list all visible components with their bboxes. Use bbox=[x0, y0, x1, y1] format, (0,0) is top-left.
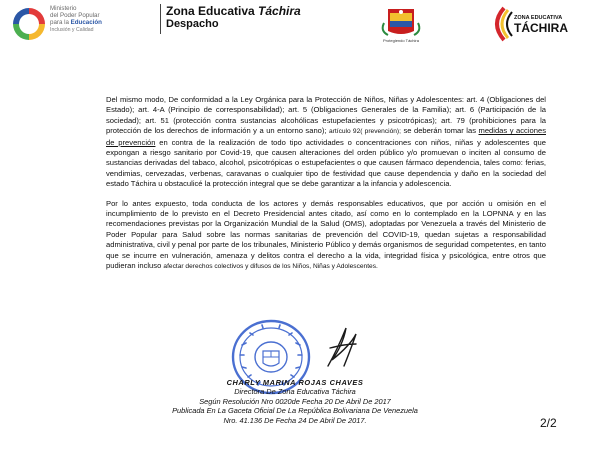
paragraph-1 bbox=[106, 95, 546, 190]
page-number: 2/2 bbox=[540, 416, 557, 430]
mpppe-text bbox=[50, 5, 102, 34]
signer-gazette: Publicada En La Gaceta Oficial De La República Bolivariana De Venezuela bbox=[172, 406, 418, 416]
paragraph-2 bbox=[106, 199, 546, 273]
zona-educativa-tachira-logo-icon bbox=[484, 4, 584, 44]
signer-resolution: Según Resolución Nro 0020de Fecha 20 De Abril De 2017 bbox=[199, 396, 391, 406]
document-body bbox=[106, 95, 546, 282]
zone-subtitle: Despacho bbox=[166, 18, 219, 30]
paragraph-1-underlined: medidas y acciones de prevención bbox=[106, 126, 546, 147]
protect-caption: Protegiendo Táchira bbox=[383, 38, 419, 43]
signer-gazette-number: Nro. 41.136 De Fecha 24 De Abril De 2017. bbox=[223, 415, 367, 425]
paragraph-1-part2: se deberán tomar las bbox=[400, 126, 479, 136]
letterhead bbox=[0, 0, 600, 52]
paragraph-2-small: afectar derechos colectivos y difusos de los Niños, Niñas y Adolescentes. bbox=[163, 263, 378, 271]
mpppe-line1: Ministerio bbox=[50, 5, 77, 12]
mpppe-line3-emph: Educación bbox=[70, 19, 102, 27]
zet-logo-top-text: ZONA EDUCATIVA bbox=[514, 15, 563, 21]
zone-title-state: Táchira bbox=[258, 4, 301, 18]
mpppe-line3 bbox=[50, 19, 102, 26]
signer-name: CHARLY MARINA ROJAS CHAVES bbox=[226, 378, 364, 387]
paragraph-1-small: artículo 92( prevención); bbox=[329, 128, 401, 136]
zone-title-prefix: Zona Educativa bbox=[166, 4, 259, 18]
paragraph-2-part1: Por lo antes expuesto, toda conducta de los actores y demás responsables educativos, que por acción u omisión en el incumplimiento de lo previsto en el Decreto Presidencial antes citado, así como en lo contemplado en la LOPNNA y en las recomendaciones previstas por la Organización Mundial de la Salud (OMS), adoptadas por Venezuela a través del Ministerio de Poder Popular para Salud sobre las normas sanitarias de prevención del COVID-19, quedan sujetas a responsabilidad administrativa, civil y penal por parte de los tribunales, Ministerio Público y demás organismos de seguridad competentes, en tanto que se incurre en vulneración, amenaza y delitos contra el derecho a la vida, integridad física y psicológica, entre otros que pudieran incluso bbox=[106, 198, 546, 271]
paragraph-1-part1: Del mismo modo, De conformidad a la Ley Orgánica para la Protección de Niños, Niñas y Adolescentes: art. 4 (Obligaciones del Estado); art. 4-A (Principio de corresponsabilidad); art. 5 (Obligaciones Generales de la Familia); art. 6 (Participación de la sociedad); art. 51 (protección contra sustancias alcohólicas estupefacientes y psicotrópicas); art. 79 (prohibiciones para la protección de los derechos de información y a un entorno sano); bbox=[106, 95, 546, 136]
paragraph-1-part3: en contra de la realización de todo tipo actividades o concentraciones con niños, niñas y adolescentes que expongan a riesgo sanitario por Covid-19, que causen alteraciones del orden público y/o promuevan o inciten al consumo de sustancias derivadas del tabaco, alcohol, psicotrópicas o estupefacientes o que causen fármaco dependencia, tales como: ferias, vendimias, cervezadas, verbenas, caravanas o cualquier tipo de festividad que cause dependencia y daño en la sociedad del estado Táchira u obstaculicé la protección integral que se debe garantizar a la infancia y adolescencia. bbox=[106, 137, 546, 189]
mpppe-line4: Inclusión y Calidad bbox=[50, 26, 94, 33]
handwritten-signature-icon bbox=[322, 322, 362, 372]
signature-block bbox=[150, 378, 440, 425]
mpppe-line2: del Poder Popular bbox=[50, 12, 100, 20]
mpppe-line3-prefix: para la bbox=[50, 19, 71, 27]
zet-logo-main-text: TÁCHIRA bbox=[514, 21, 568, 35]
zone-title bbox=[166, 4, 301, 18]
signer-position: Directora De Zona Educativa Táchira bbox=[234, 387, 356, 397]
header-divider bbox=[160, 4, 161, 34]
